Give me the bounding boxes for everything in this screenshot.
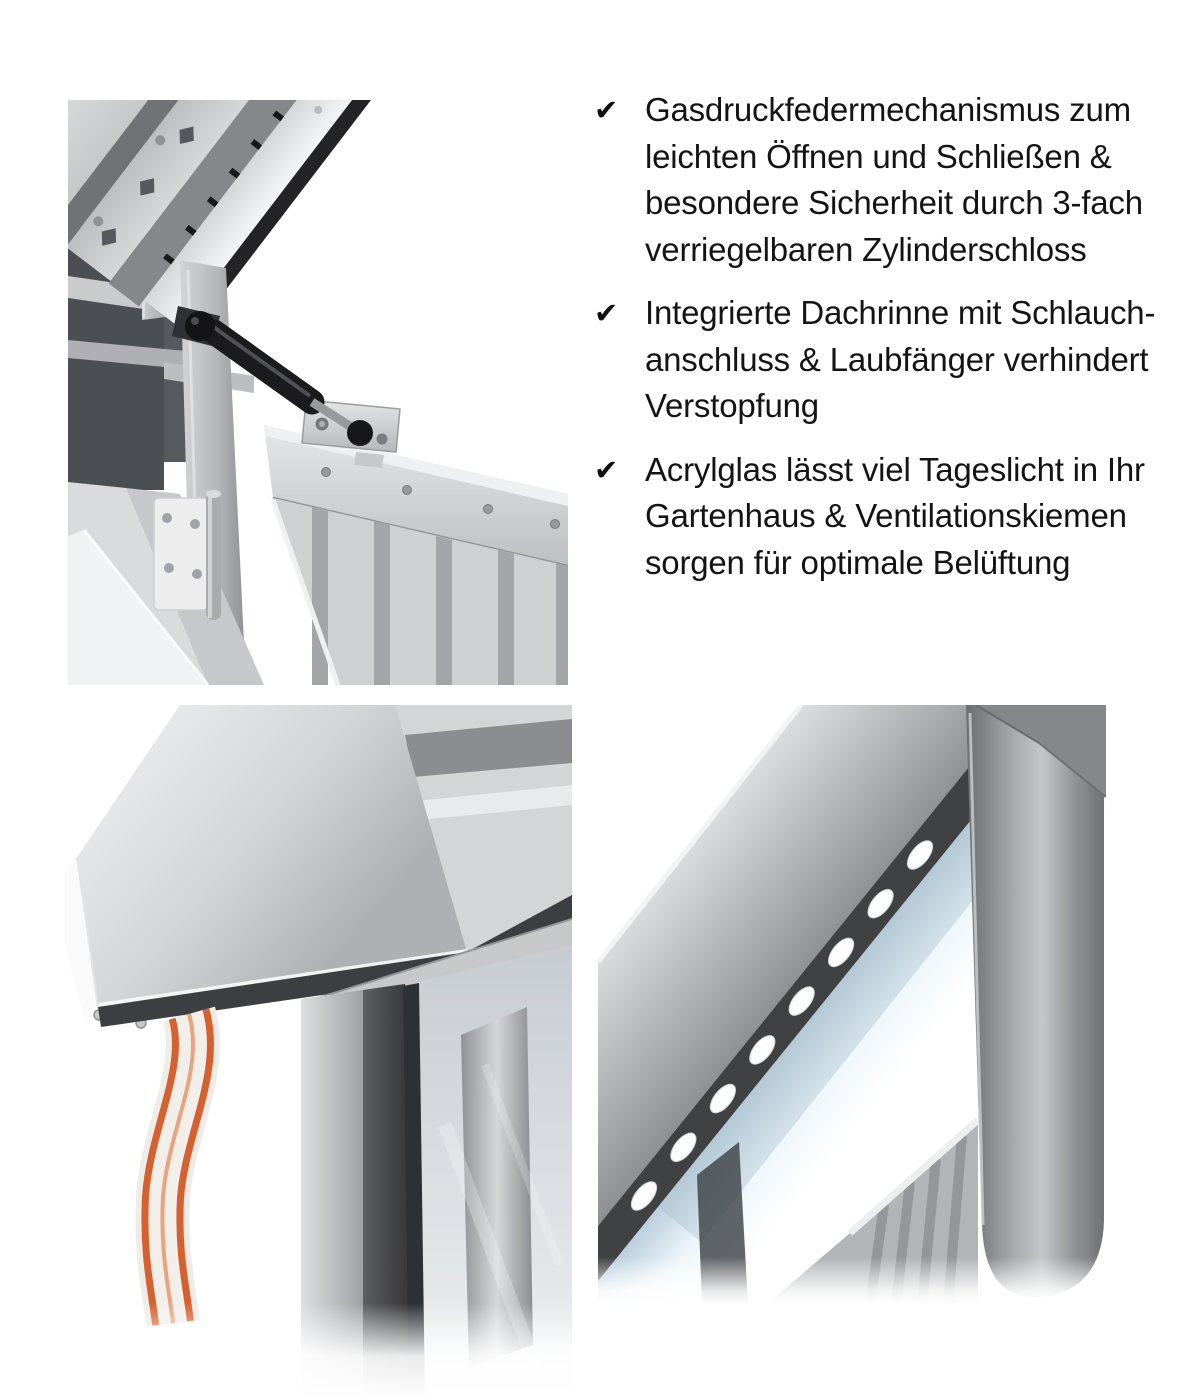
feature-line: Acrylglas lässt viel Tageslicht in Ihr	[645, 450, 1145, 488]
door-panel	[264, 425, 568, 685]
feature-line: sorgen für optimale Belüftung	[645, 543, 1071, 581]
feature-line: anschluss & Laubfänger verhindert	[645, 340, 1149, 378]
check-icon: ✔	[594, 452, 619, 487]
photo-gas-spring-mechanism	[68, 100, 568, 685]
hose-photo-svg	[65, 705, 572, 1400]
gas-spring-photo-svg	[68, 100, 568, 685]
garden-hose	[162, 1014, 193, 1323]
feature-line: besondere Sicherheit durch 3-fach	[645, 184, 1143, 221]
feature-line: Verstopfung	[645, 387, 819, 424]
feature-item	[594, 290, 1200, 430]
check-icon: ✔	[594, 93, 619, 127]
feature-item	[594, 447, 1200, 587]
feature-item	[594, 87, 1200, 273]
check-icon: ✔	[594, 296, 619, 330]
photo-acrylic-glazing-ventilation	[598, 705, 1106, 1305]
glazing-photo-svg	[598, 705, 1106, 1305]
feature-line: Gartenhaus & Ventilationskiemen	[645, 497, 1127, 534]
feature-line: leichten Öffnen und Schließen &	[645, 137, 1112, 175]
bottom-fade	[598, 1257, 1106, 1305]
corner-pillar	[966, 705, 1106, 1297]
feature-list	[594, 87, 1200, 603]
photo-roof-hose-outlet	[65, 705, 572, 1400]
feature-line: verriegelbaren Zylinderschloss	[645, 230, 1087, 268]
feature-line: Integrierte Dachrinne mit Schlauch-	[645, 294, 1156, 331]
bottom-fade	[65, 1303, 572, 1400]
feature-line: Gasdruckfedermechanismus zum	[645, 91, 1131, 128]
